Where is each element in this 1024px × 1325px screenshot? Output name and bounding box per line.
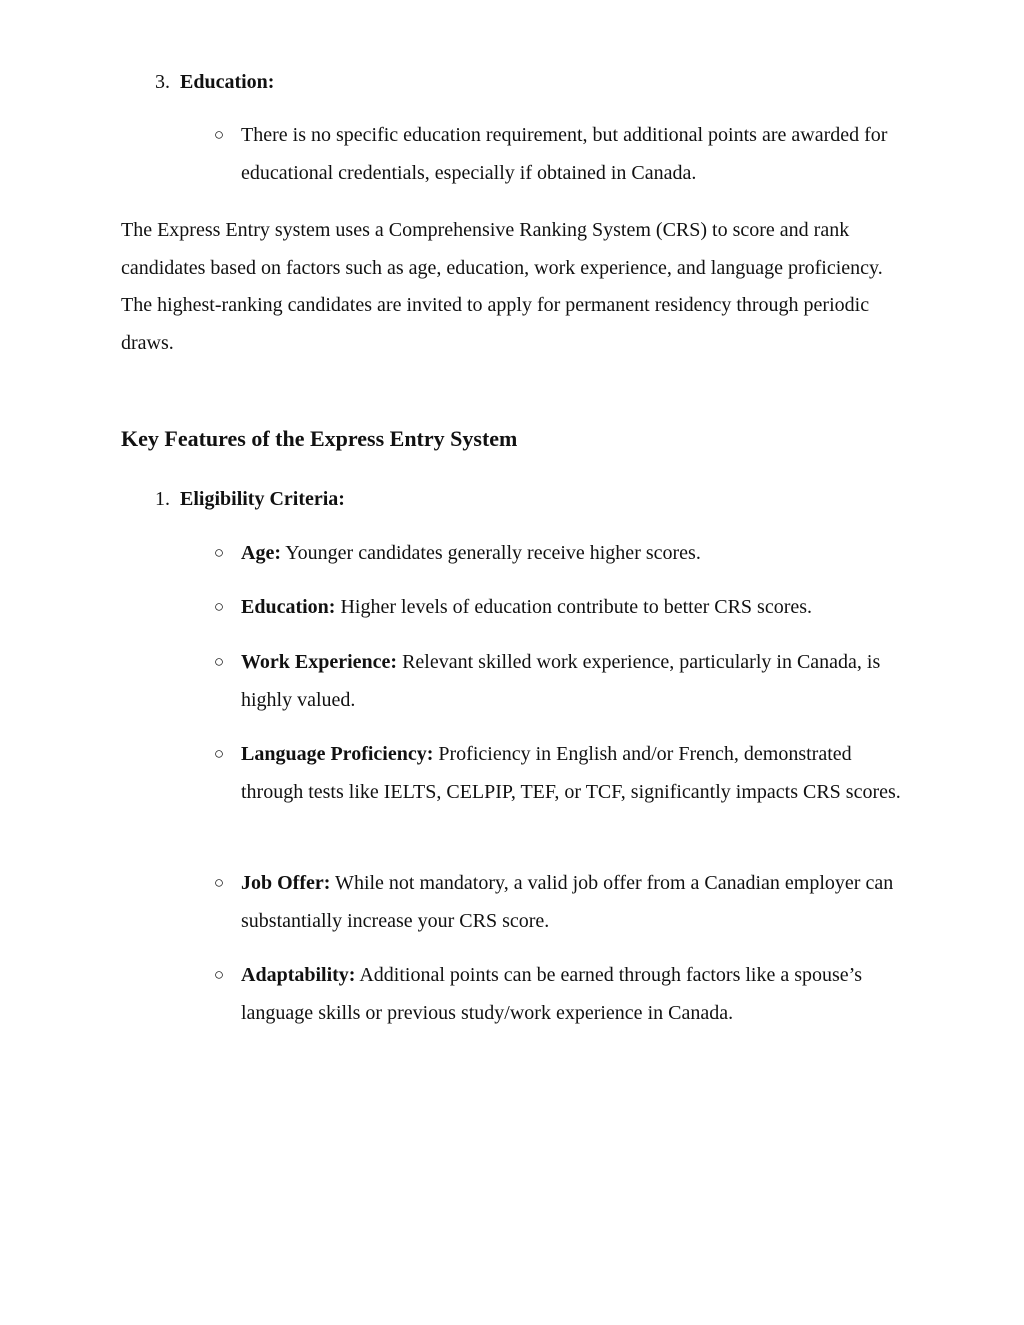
bullet-marker: ○ <box>213 744 225 763</box>
bullet-description: Proficiency in English and/or French, demonstrated through tests like IELTS, CELPIP, TEF, or TCF, significantly impacts CRS scores. <box>241 743 901 803</box>
list-item-education <box>150 70 450 94</box>
bullet-marker: ○ <box>213 652 225 671</box>
bullet-item-adaptability <box>211 956 911 1032</box>
bullet-text <box>241 643 911 719</box>
bullet-item-work-experience <box>211 643 911 719</box>
bullet-text <box>241 534 911 572</box>
bullet-marker: ○ <box>213 873 225 892</box>
bullet-description: Higher levels of education contribute to better CRS scores. <box>335 596 813 618</box>
bullet-description: Relevant skilled work experience, particularly in Canada, is highly valued. <box>241 651 881 711</box>
bullet-item-language <box>211 735 911 849</box>
list-item-title: Eligibility Criteria: <box>180 488 345 510</box>
bullet-term: Language Proficiency: <box>241 743 434 765</box>
bullet-marker: ○ <box>213 125 225 144</box>
bullet-marker: ○ <box>213 543 225 562</box>
bullet-item <box>211 116 911 192</box>
bullet-text <box>241 735 911 811</box>
bullet-term: Age: <box>241 542 281 564</box>
list-number: 3. <box>155 71 170 93</box>
bullet-term: Work Experience: <box>241 651 398 673</box>
bullet-term: Education: <box>241 596 336 618</box>
bullet-item-job-offer <box>211 864 911 940</box>
bullet-item-education <box>211 588 911 626</box>
bullet-text: There is no specific education requirement, but additional points are awarded for educational credentials, especially if obtained in Canada. <box>241 124 888 184</box>
bullet-marker: ○ <box>213 965 225 984</box>
intro-paragraph: The Express Entry system uses a Comprehensive Ranking System (CRS) to score and rank candidates based on factors such as age, education, work experience, and language proficiency. The highest-ranking candidates are invited to apply for permanent residency through periodic draws. <box>121 219 883 354</box>
bullet-description: Additional points can be earned through factors like a spouse’s language skills or previous study/work experience in Canada. <box>241 964 863 1024</box>
bullet-description: While not mandatory, a valid job offer from a Canadian employer can substantially increase your CRS score. <box>241 872 894 932</box>
bullet-term: Adaptability: <box>241 964 356 986</box>
list-item-eligibility <box>150 487 450 511</box>
list-item-title: Education: <box>180 71 275 93</box>
bullet-description: Younger candidates generally receive higher scores. <box>280 542 701 564</box>
bullet-text <box>241 956 911 1032</box>
bullet-item-age <box>211 534 911 572</box>
bullet-marker: ○ <box>213 597 225 616</box>
bullet-text <box>241 864 911 940</box>
bullet-term: Job Offer: <box>241 872 331 894</box>
bullet-text <box>241 588 911 626</box>
list-number: 1. <box>155 488 170 510</box>
section-heading: Key Features of the Express Entry System <box>121 426 518 451</box>
